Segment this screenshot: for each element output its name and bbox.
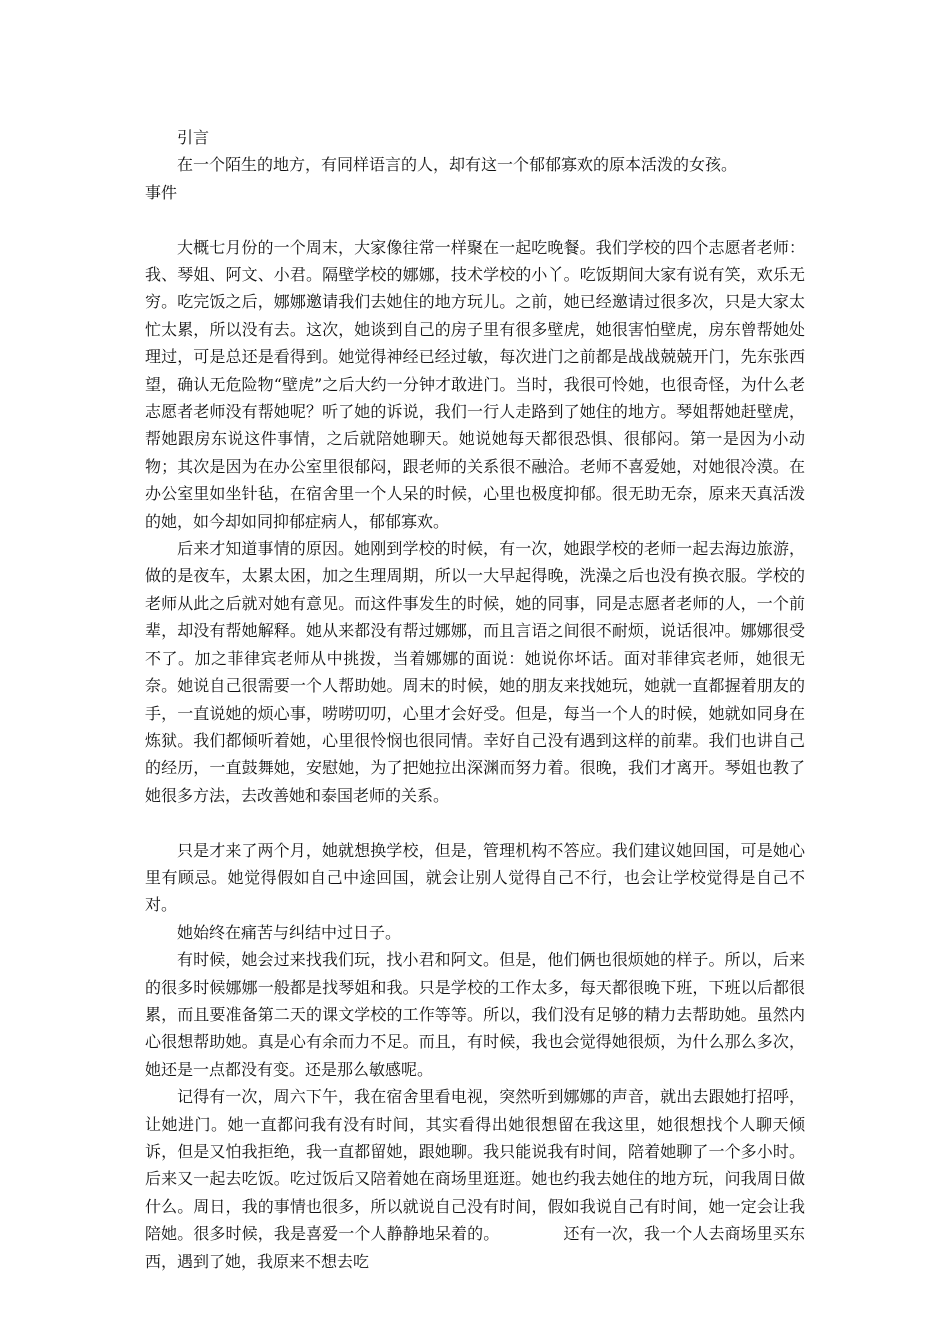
intro-text: 在一个陌生的地方，有同样语言的人，却有这一个郁郁寡欢的原本活泼的女孩。 (177, 155, 738, 175)
paragraph-4: 她始终在痛苦与纠结中过日子。 (177, 922, 402, 942)
paragraph-6-text: 记得有一次，周六下午，我在宿舍里看电视，突然听到娜娜的声音，就出去跟她打招呼，让她进门。她一直都问我有没有时间，其实看得出她很想留在我这里，她很想找个人聊天倾诉，但是又怕我拒绝，我一直都留她，跟她聊。我只能说我有时间，陪着她聊了一个多小时。后来又一起去吃饭。吃过饭后又陪着她在商场里逛逛。她也约我去她住的地方玩，问我周日做什么。周日，我的事情也很多，所以就说自己没有时间，假如我说自己有时间，她一定会让我陪她。很多时候，我是喜爱一个人静静地呆着的。 (145, 1087, 805, 1244)
paragraph-2: 后来才知道事情的原因。她刚到学校的时候，有一次，她跟学校的老师一起去海边旅游，做的是夜车，太累太困，加之生理周期，所以一大早起得晚，洗澡之后也没有换衣服。学校的老师从此之后就对她有意见。而这件事发生的时候，她的同事，同是志愿者老师的人，一个前辈，却没有帮她解释。她从来都没有帮过娜娜，而且言语之间很不耐烦，说话很冲。娜娜很受不了。加之菲律宾老师从中挑拨，当着娜娜的面说：她说你坏话。面对菲律宾老师，她很无奈。她说自己很需要一个人帮助她。周末的时候，她的朋友来找她玩，她就一直都握着朋友的手，一直说她的烦心事，唠唠叨叨，心里才会好受。但是，每当一个人的时候，她就如同身在炼狱。我们都倾听着她，心里很怜悯也很同情。幸好自己没有遇到这样的前辈。我们也讲自己的经历，一直鼓舞她，安慰她，为了把她拉出深渊而努力着。很晚，我们才离开。琴姐也教了她很多方法，去改善她和泰国老师的关系。 (145, 539, 805, 805)
paragraph-6 (145, 1083, 805, 1275)
paragraph-1: 大概七月份的一个周末，大家像往常一样聚在一起吃晚餐。我们学校的四个志愿者老师：我、琴姐、阿文、小君。隔壁学校的娜娜，技术学校的小丫。吃饭期间大家有说有笑，欢乐无穷。吃完饭之后，娜娜邀请我们去她住的地方玩儿。之前，她已经邀请过很多次，只是大家太忙太累，所以没有去。这次，她谈到自己的房子里有很多壁虎，她很害怕壁虎，房东曾帮她处理过，可是总还是看得到。她觉得神经已经过敏，每次进门之前都是战战兢兢开门，先东张西望，确认无危险物“壁虎”之后大约一分钟才敢进门。当时，我很可怜她，也很奇怪，为什么老志愿者老师没有帮她呢？听了她的诉说，我们一行人走路到了她住的地方。琴姐帮她赶壁虎，帮她跟房东说这件事情，之后就陪她聊天。她说她每天都很恐惧、很郁闷。第一是因为小动物；其次是因为在办公室里很郁闷，跟老师的关系很不融洽。老师不喜爱她，对她很冷漠。在办公室里如坐针毡，在宿舍里一个人呆的时候，心里也极度抑郁。很无助无奈，原来天真活泼的她，如今却如同抑郁症病人，郁郁寡欢。 (145, 237, 805, 531)
event-heading: 事件 (145, 182, 178, 202)
paragraph-5: 有时候，她会过来找我们玩，找小君和阿文。但是，他们俩也很烦她的样子。所以，后来的很多时候娜娜一般都是找琴姐和我。只是学校的工作太多，每天都很晚下班，下班以后都很累，而且要准备第二天的课文学校的工作等等。所以，我们没有足够的精力去帮助她。虽然内心很想帮助她。真是心有余而力不足。而且，有时候，我也会觉得她很烦，为什么那么多次，她还是一点都没有变。还是那么敏感呢。 (145, 950, 805, 1079)
document-page (145, 124, 805, 1275)
intro-heading: 引言 (177, 128, 210, 147)
paragraph-3: 只是才来了两个月，她就想换学校，但是，管理机构不答应。我们建议她回国，可是她心里有顾忌。她觉得假如自己中途回国，就会让别人觉得自己不行，也会让学校觉得是自己不对。 (145, 840, 805, 915)
blank-line (145, 206, 805, 233)
paragraph-7-text: 还有一次，我一个人去商场里买东西，遇到了她，我原来不想去吃 (145, 1224, 805, 1271)
blank-line (145, 809, 805, 836)
